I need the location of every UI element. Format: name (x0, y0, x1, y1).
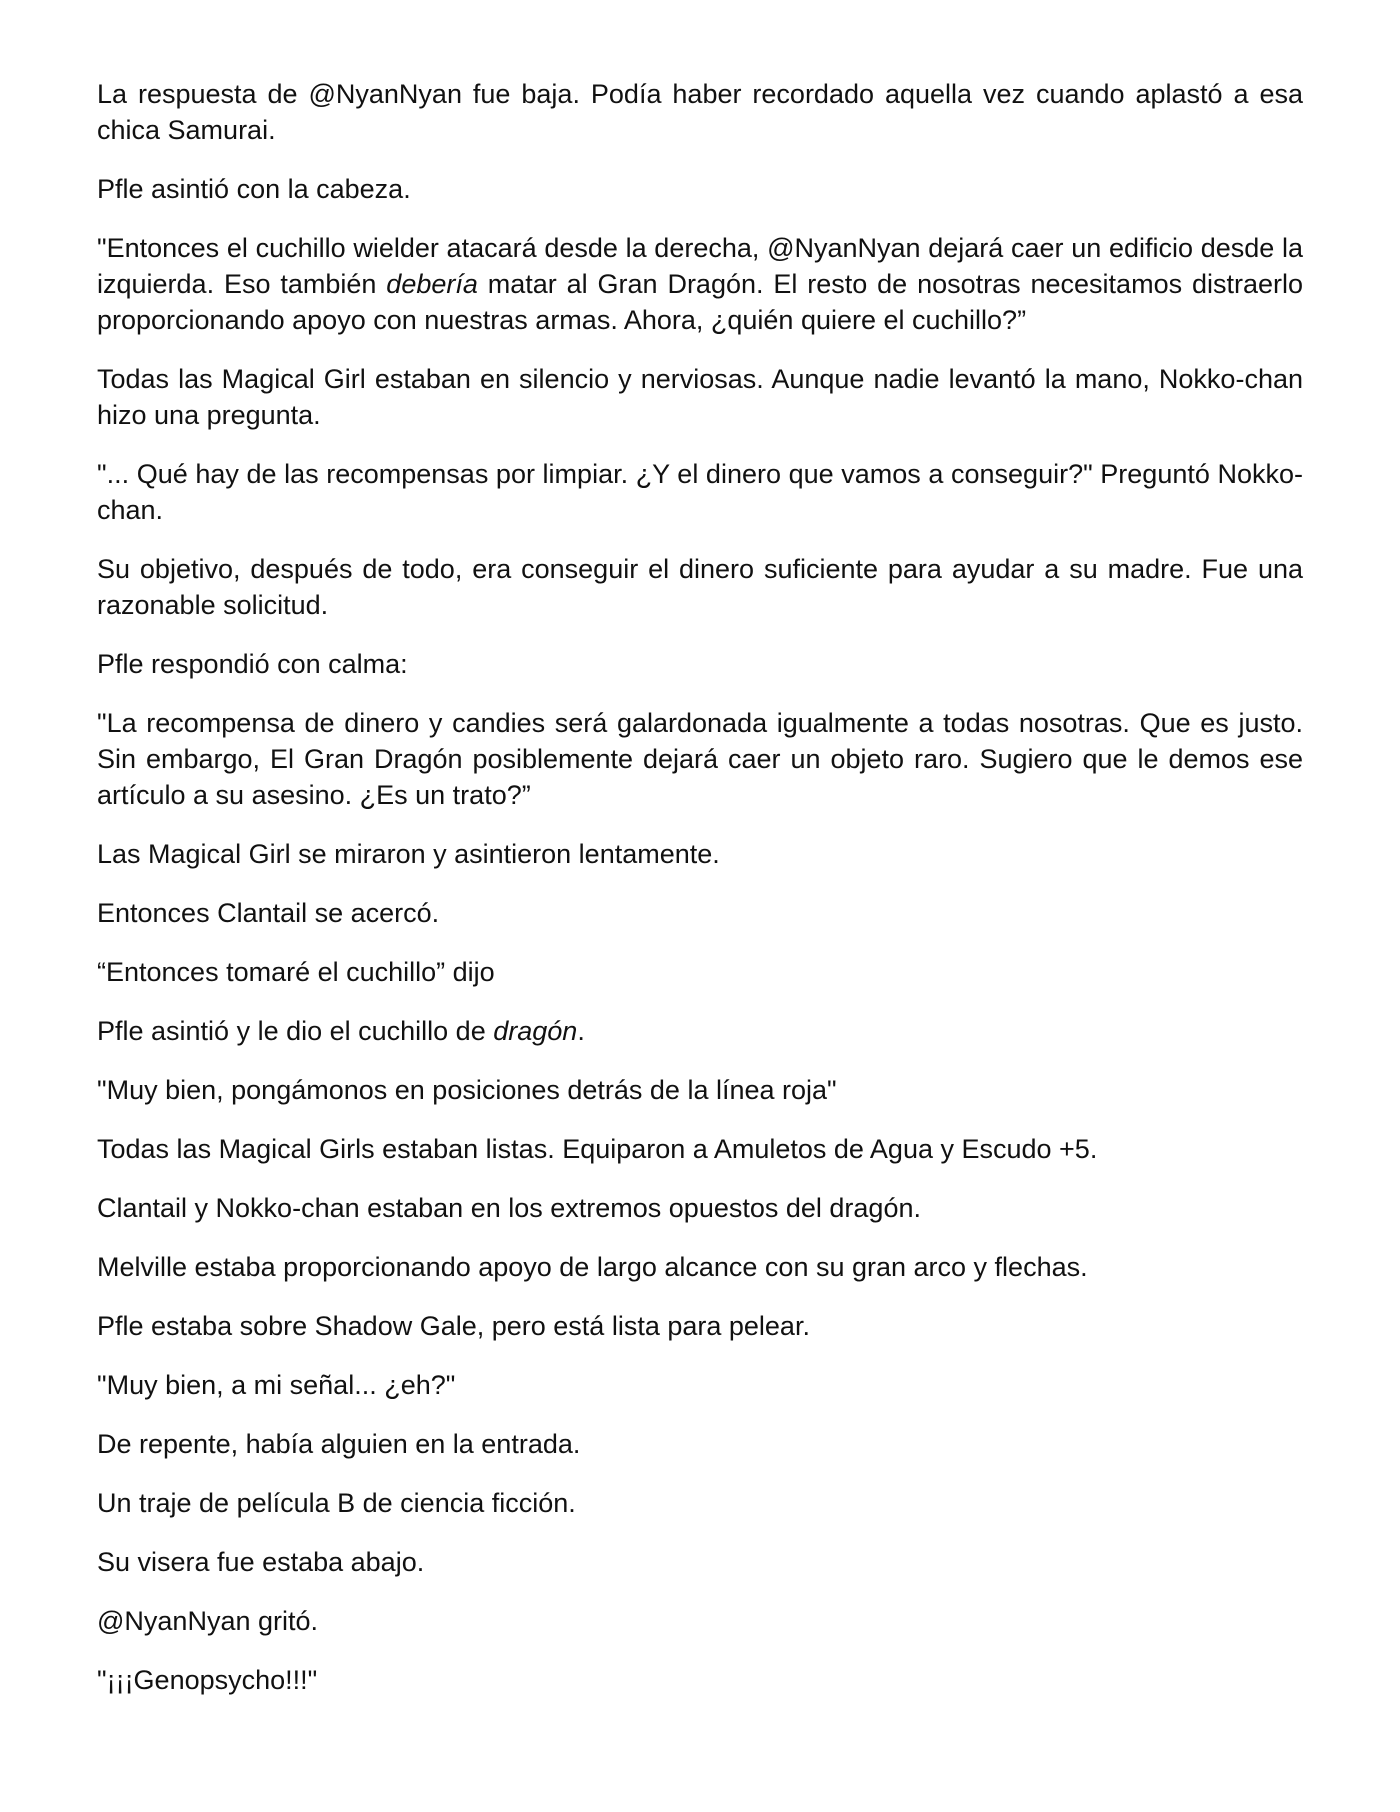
paragraph-11 (97, 954, 1303, 990)
paragraph-text: "La recompensa de dinero y candies será galardonada igualmente a todas nosotras. Que es justo. Sin embargo, El Gran Dragón posiblemente dejará caer un objeto raro. Sugiero que le demos ese artículo a su asesino. ¿Es un trato?” (97, 708, 1303, 810)
paragraph-17 (97, 1308, 1303, 1344)
paragraph-4 (97, 361, 1303, 433)
paragraph-text: "Muy bien, pongámonos en posiciones detrás de la línea roja" (97, 1075, 837, 1105)
paragraph-text-after: matar al Gran Dragón. El resto de nosotras necesitamos distraerlo proporcionando apoyo con nuestras armas. Ahora, ¿quién quiere el cuchillo?” (97, 269, 1304, 335)
paragraph-text: Clantail y Nokko-chan estaban en los extremos opuestos del dragón. (97, 1193, 921, 1223)
paragraph-3 (97, 230, 1303, 338)
paragraph-22 (97, 1603, 1303, 1639)
paragraph-text: Pfle respondió con calma: (97, 649, 408, 679)
paragraph-text: La respuesta de @NyanNyan fue baja. Podía haber recordado aquella vez cuando aplastó a esa chica Samurai. (97, 79, 1303, 145)
paragraph-text: Pfle asintió con la cabeza. (97, 174, 411, 204)
paragraph-text-before: Pfle asintió y le dio el cuchillo de (97, 1016, 494, 1046)
paragraph-text-after: . (577, 1016, 585, 1046)
paragraph-text: "Muy bien, a mi señal... ¿eh?" (97, 1370, 456, 1400)
paragraph-15 (97, 1190, 1303, 1226)
paragraph-13 (97, 1072, 1303, 1108)
paragraph-text: "¡¡¡Genopsycho!!!" (97, 1665, 318, 1695)
paragraph-text: “Entonces tomaré el cuchillo” dijo (97, 957, 495, 987)
paragraph-14 (97, 1131, 1303, 1167)
paragraph-1 (97, 76, 1303, 148)
paragraph-text: De repente, había alguien en la entrada. (97, 1429, 581, 1459)
paragraph-text: Todas las Magical Girls estaban listas. Equiparon a Amuletos de Agua y Escudo +5. (97, 1134, 1098, 1164)
paragraph-19 (97, 1426, 1303, 1462)
paragraph-2 (97, 171, 1303, 207)
paragraph-text-italic: dragón (493, 1016, 578, 1046)
paragraph-text: Su visera fue estaba abajo. (97, 1547, 425, 1577)
paragraph-text: Entonces Clantail se acercó. (97, 898, 440, 928)
paragraph-18 (97, 1367, 1303, 1403)
paragraph-text: Su objetivo, después de todo, era conseguir el dinero suficiente para ayudar a su madre. Fue una razonable solicitud. (97, 554, 1303, 620)
paragraph-text: Pfle estaba sobre Shadow Gale, pero está lista para pelear. (97, 1311, 810, 1341)
paragraph-8 (97, 705, 1303, 813)
paragraph-text: Las Magical Girl se miraron y asintieron lentamente. (97, 839, 720, 869)
paragraph-text-italic: debería (386, 269, 478, 299)
paragraph-12 (97, 1013, 1303, 1049)
document-page (97, 76, 1303, 1721)
paragraph-text: "... Qué hay de las recompensas por limpiar. ¿Y el dinero que vamos a conseguir?" Preguntó Nokko-chan. (97, 459, 1303, 525)
paragraph-text: Un traje de película B de ciencia ficción. (97, 1488, 576, 1518)
paragraph-20 (97, 1485, 1303, 1521)
paragraph-9 (97, 836, 1303, 872)
paragraph-text-before: "Entonces el cuchillo wielder atacará desde la derecha, @NyanNyan dejará caer un edificio desde la izquierda. Eso también (97, 233, 1303, 299)
paragraph-text: Melville estaba proporcionando apoyo de largo alcance con su gran arco y flechas. (97, 1252, 1088, 1282)
paragraph-text: @NyanNyan gritó. (97, 1606, 318, 1636)
paragraph-23 (97, 1662, 1303, 1698)
paragraph-21 (97, 1544, 1303, 1580)
paragraph-7 (97, 646, 1303, 682)
paragraph-6 (97, 551, 1303, 623)
paragraph-text: Todas las Magical Girl estaban en silencio y nerviosas. Aunque nadie levantó la mano, Nokko-chan hizo una pregunta. (97, 364, 1303, 430)
paragraph-5 (97, 456, 1303, 528)
paragraph-10 (97, 895, 1303, 931)
paragraph-16 (97, 1249, 1303, 1285)
